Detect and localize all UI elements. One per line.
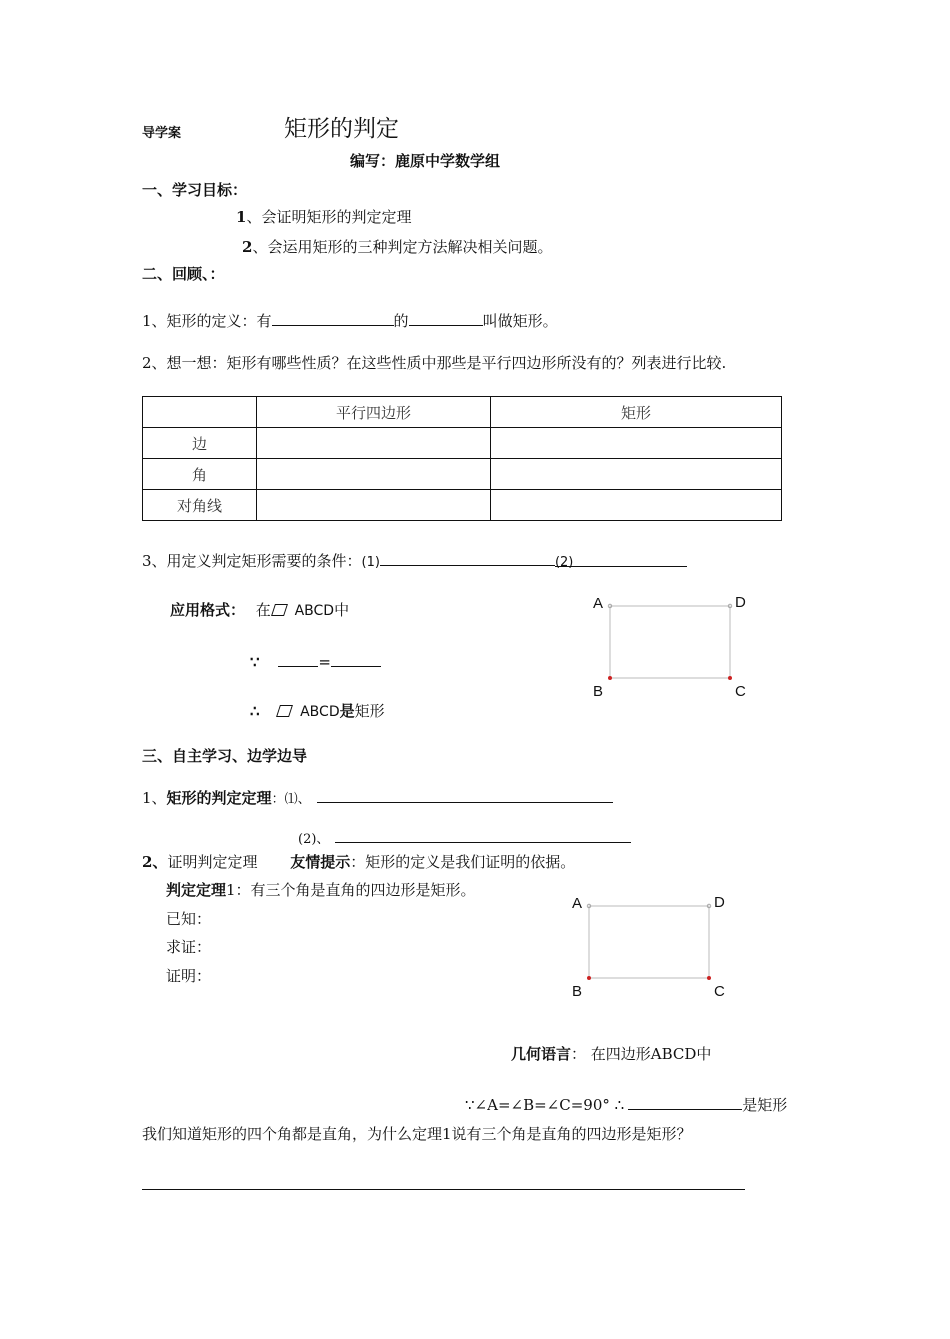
blank-theorem-1[interactable] xyxy=(317,788,613,803)
table-row xyxy=(143,490,782,521)
format-abcd: ABCD xyxy=(294,603,335,619)
theorem-1-statement xyxy=(166,881,476,899)
goal-1 xyxy=(236,208,411,226)
blank-q3-b[interactable] xyxy=(554,552,687,570)
proof-task-text: 证明判定定理 xyxy=(167,853,258,871)
rectangle-figure-2 xyxy=(565,888,735,1003)
geometry-language-line xyxy=(511,1045,711,1063)
table-row-label: 边 xyxy=(143,428,257,459)
comparison-table xyxy=(142,396,782,521)
table-cell[interactable] xyxy=(257,428,491,459)
blank-theorem-2[interactable] xyxy=(335,828,631,843)
proof-label: 证明： xyxy=(166,967,212,985)
hint-text: ：矩形的定义是我们证明的依据。 xyxy=(350,853,576,871)
q1-prefix: 1、矩形的定义：有 xyxy=(142,312,272,330)
rectangle-figure-1 xyxy=(585,588,755,703)
rectangle-shape xyxy=(610,606,730,678)
q3-cond-2-label: (2) xyxy=(554,555,574,570)
conclusion-abcd: ABCD xyxy=(300,704,340,720)
blank-q1-a[interactable] xyxy=(272,311,394,326)
vertex-label-a: A xyxy=(593,595,604,612)
doc-tag: 导学案 xyxy=(142,126,182,141)
section3-heading: 三、自主学习、边学边导 xyxy=(142,747,308,765)
reflection-question: 我们知道矩形的四个角都是直角，为什么定理1说有三个角是直角的四边形是矩形？ xyxy=(142,1125,692,1143)
theorem-label: 矩形的判定定理 xyxy=(166,789,272,807)
blank-q3-a[interactable] xyxy=(380,551,555,566)
blank-geometry[interactable] xyxy=(628,1095,742,1110)
table-header-cell xyxy=(143,397,257,428)
goal-2-num: 2 xyxy=(242,238,253,256)
therefore-line xyxy=(250,702,385,721)
because-symbol: ∵ xyxy=(250,653,260,671)
geometry-condition: ∵∠A=∠B=∠C=90° ∴ xyxy=(465,1096,625,1114)
parallelogram-icon xyxy=(271,604,288,616)
q1-suffix: 叫做矩形。 xyxy=(482,312,558,330)
table-cell[interactable] xyxy=(491,428,782,459)
table-cell[interactable] xyxy=(491,459,782,490)
known-label: 已知： xyxy=(166,910,212,928)
vertex-label-a: A xyxy=(572,895,583,912)
q3-cond-1-label: (1) xyxy=(361,555,380,570)
geometry-condition-line xyxy=(465,1095,787,1114)
question-3 xyxy=(142,551,687,571)
parallelogram-icon xyxy=(276,705,293,717)
answer-line[interactable] xyxy=(142,1189,745,1190)
format-in: 在 xyxy=(255,601,271,619)
vertex-b-dot xyxy=(587,976,591,980)
format-zhong: 中 xyxy=(334,601,350,619)
theorem-num: 1、 xyxy=(142,789,167,807)
blank-eq-left[interactable] xyxy=(278,652,318,667)
page-title: 矩形的判定 xyxy=(284,116,399,142)
theorem-item-2: (2)、 xyxy=(298,832,330,847)
vertex-c-dot xyxy=(707,976,711,980)
vertex-label-c: C xyxy=(714,983,725,1000)
goal-1-num: 1 xyxy=(236,208,247,226)
vertex-label-c: C xyxy=(735,683,746,700)
vertex-c-dot xyxy=(728,676,732,680)
theorem-line-1 xyxy=(142,788,613,808)
equals-sign: = xyxy=(318,653,331,671)
theorem-1-label: 判定定理 xyxy=(166,881,227,899)
vertex-label-d: D xyxy=(714,894,725,911)
table-cell[interactable] xyxy=(491,490,782,521)
question-1 xyxy=(142,311,558,330)
theorem-item-1: ⑴、 xyxy=(284,792,311,807)
theorem-line-2 xyxy=(298,828,631,848)
geometry-suffix: 是矩形 xyxy=(742,1096,788,1114)
author-line: 编写：鹿原中学数学组 xyxy=(350,152,501,170)
goal-2 xyxy=(242,238,552,256)
goal-1-text: 、会证明矩形的判定定理 xyxy=(246,208,412,226)
table-row-label: 对角线 xyxy=(143,490,257,521)
prove-label: 求证： xyxy=(166,938,212,956)
proof-task-num: 2、 xyxy=(142,853,168,871)
format-line xyxy=(170,601,349,620)
table-cell[interactable] xyxy=(257,490,491,521)
rectangle-shape xyxy=(589,906,709,978)
goal-2-text: 、会运用矩形的三种判定方法解决相关问题。 xyxy=(252,238,553,256)
theorem-colon: ： xyxy=(271,792,285,807)
theorem-1-text: 1：有三个角是直角的四边形是矩形。 xyxy=(226,881,476,899)
table-row xyxy=(143,428,782,459)
blank-q1-b[interactable] xyxy=(409,311,483,326)
table-row xyxy=(143,459,782,490)
format-label: 应用格式： xyxy=(170,601,246,619)
section1-heading: 一、学习目标： xyxy=(142,181,248,199)
conclusion-rect: 矩形 xyxy=(354,702,385,720)
blank-eq-right[interactable] xyxy=(331,652,381,667)
table-header-cell: 平行四边形 xyxy=(257,397,491,428)
vertex-b-dot xyxy=(608,676,612,680)
conclusion-is: 是 xyxy=(339,702,355,720)
geometry-language-label: 几何语言 xyxy=(511,1045,572,1063)
table-header-cell: 矩形 xyxy=(491,397,782,428)
geometry-language-text: ： 在四边形ABCD中 xyxy=(571,1045,712,1063)
because-line xyxy=(250,652,381,671)
table-row-label: 角 xyxy=(143,459,257,490)
table-cell[interactable] xyxy=(257,459,491,490)
hint-label: 友情提示 xyxy=(290,853,351,871)
vertex-label-d: D xyxy=(735,594,746,611)
q3-prefix: 3、用定义判定矩形需要的条件： xyxy=(142,552,362,570)
vertex-label-b: B xyxy=(593,683,604,700)
proof-task-line xyxy=(142,853,575,871)
therefore-symbol: ∴ xyxy=(250,702,260,720)
question-2: 2、想一想：矩形有哪些性质？在这些性质中那些是平行四边形所没有的？列表进行比较. xyxy=(142,354,727,372)
table-header-row xyxy=(143,397,782,428)
vertex-label-b: B xyxy=(572,983,583,1000)
q1-mid: 的 xyxy=(393,312,409,330)
section2-heading: 二、回顾、： xyxy=(142,265,225,283)
